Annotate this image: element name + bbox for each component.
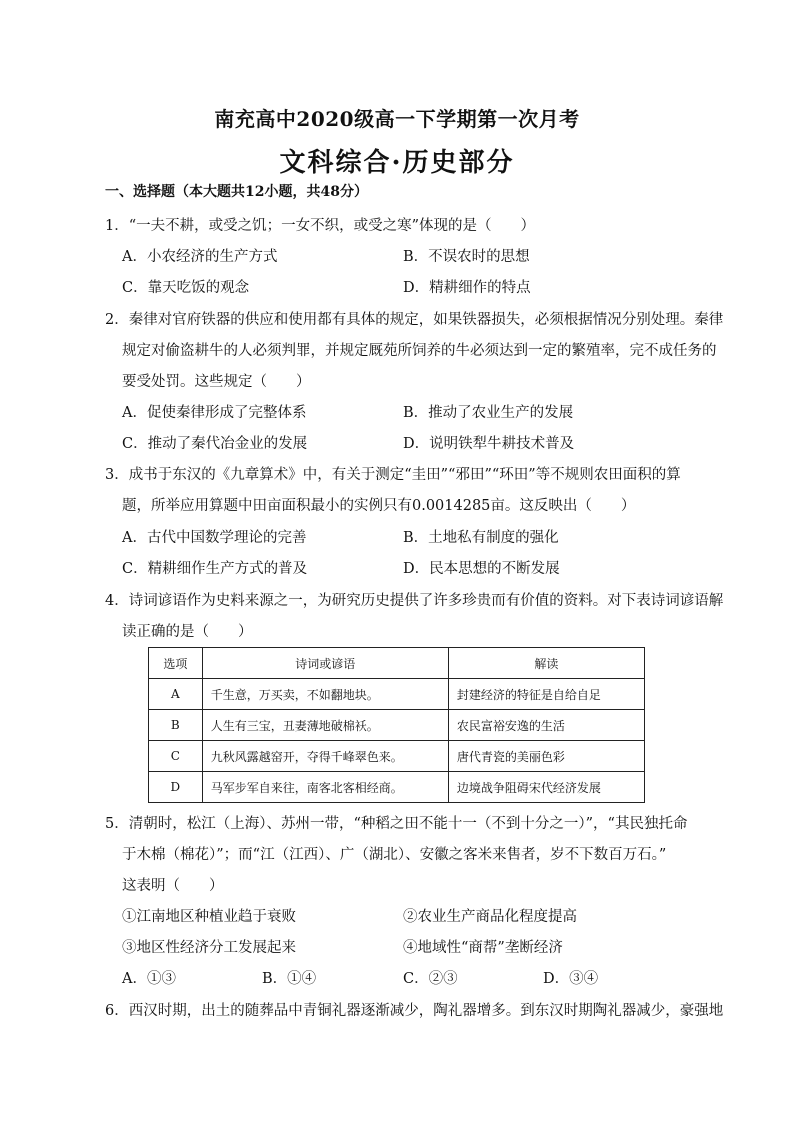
question-5-item-4: ④地域性“商帮”垄断经济 — [403, 940, 563, 956]
question-2-option-a: A．促使秦律形成了完整体系 — [122, 405, 307, 421]
table-row — [149, 772, 645, 803]
question-4-stem-line-2: 读正确的是（ ） — [122, 624, 253, 640]
question-1-option-a: A．小农经济的生产方式 — [122, 249, 278, 265]
question-5-option-c: C．②③ — [403, 971, 458, 987]
table-header-option: 选项 — [149, 648, 203, 679]
exam-title: 南充高中2020级高一下学期第一次月考 — [214, 107, 580, 131]
question-5-stem-line-2: 于木棉（棉花）”；而“江（江西）、广（湖北）、安徽之客米来售者，岁不下数百万石。” — [122, 847, 667, 863]
table-header-poem: 诗词或谚语 — [202, 648, 448, 679]
question-3-option-a: A．古代中国数学理论的完善 — [122, 530, 307, 546]
question-5-option-d: D．③④ — [543, 971, 599, 987]
table-header-interpretation: 解读 — [448, 648, 644, 679]
exam-subtitle: 文科综合·历史部分 — [279, 148, 515, 178]
poem-table — [148, 647, 645, 803]
table-cell-poem: 千生意，万买卖，不如翻地块。 — [202, 679, 448, 710]
table-cell-option: C — [149, 741, 203, 772]
question-5-stem-line-3: 这表明（ ） — [122, 878, 224, 894]
question-3-stem-line-2: 题，所举应用算题中田亩面积最小的实例只有0.0014285亩。这反映出（ ） — [122, 498, 636, 514]
table-cell-interpretation: 封建经济的特征是自给自足 — [448, 679, 644, 710]
table-cell-option: A — [149, 679, 203, 710]
question-5-item-2: ②农业生产商品化程度提高 — [403, 909, 577, 925]
question-5-option-a: A．①③ — [122, 971, 176, 987]
table-header-row — [149, 648, 645, 679]
table-cell-option: D — [149, 772, 203, 803]
question-2-stem-line-3: 要受处罚。这些规定（ ） — [122, 374, 311, 390]
question-3-option-b: B．土地私有制度的强化 — [403, 530, 559, 546]
table-cell-poem: 人生有三宝，丑妻薄地破棉袄。 — [202, 710, 448, 741]
question-1-stem: 1．“一夫不耕，或受之饥；一女不织，或受之寒”体现的是（ ） — [105, 218, 536, 234]
question-1-option-b: B．不误农时的思想 — [403, 249, 530, 265]
question-2-stem-line-2: 规定对偷盗耕牛的人必须判罪，并规定厩苑所饲养的牛必须达到一定的繁殖率，完不成任务的 — [122, 343, 717, 359]
table-cell-poem: 马军步军自来往，南客北客相经商。 — [202, 772, 448, 803]
question-5-item-1: ①江南地区种植业趋于衰败 — [122, 909, 296, 925]
table-row — [149, 679, 645, 710]
table-cell-interpretation: 唐代青瓷的美丽色彩 — [448, 741, 644, 772]
question-2-stem-line-1: 2．秦律对官府铁器的供应和使用都有具体的规定，如果铁器损失，必须根据情况分别处理。秦律 — [105, 312, 724, 328]
section-heading: 一、选择题（本大题共12小题，共48分） — [105, 184, 368, 200]
question-3-option-d: D．民本思想的不断发展 — [403, 561, 560, 577]
table-cell-interpretation: 农民富裕安逸的生活 — [448, 710, 644, 741]
question-5-option-b: B．①④ — [262, 971, 317, 987]
table-row — [149, 710, 645, 741]
question-1-option-c: C．靠天吃饭的观念 — [122, 280, 250, 296]
question-1-option-d: D．精耕细作的特点 — [403, 280, 531, 296]
table-cell-option: B — [149, 710, 203, 741]
table-row — [149, 741, 645, 772]
question-2-option-c: C．推动了秦代冶金业的发展 — [122, 436, 308, 452]
question-4-stem-line-1: 4．诗词谚语作为史料来源之一，为研究历史提供了许多珍贵而有价值的资料。对下表诗词谚语解 — [105, 593, 724, 609]
table-cell-interpretation: 边境战争阻碍宋代经济发展 — [448, 772, 644, 803]
question-6-stem-line-1: 6．西汉时期，出土的随葬品中青铜礼器逐渐减少，陶礼器增多。到东汉时期陶礼器减少，豪强地 — [105, 1003, 724, 1019]
question-2-option-d: D．说明铁犁牛耕技术普及 — [403, 436, 575, 452]
question-5-item-3: ③地区性经济分工发展起来 — [122, 940, 296, 956]
question-3-stem-line-1: 3．成书于东汉的《九章算术》中，有关于测定“圭田”“邪田”“环田”等不规则农田面积的算 — [105, 467, 681, 483]
question-3-option-c: C．精耕细作生产方式的普及 — [122, 561, 308, 577]
question-2-option-b: B．推动了农业生产的发展 — [403, 405, 574, 421]
table-cell-poem: 九秋风露越窑开，夺得千峰翠色来。 — [202, 741, 448, 772]
question-5-stem-line-1: 5．清朝时，松江（上海）、苏州一带，“种稻之田不能十一（不到十分之一）”，“其民独托命 — [105, 816, 688, 832]
